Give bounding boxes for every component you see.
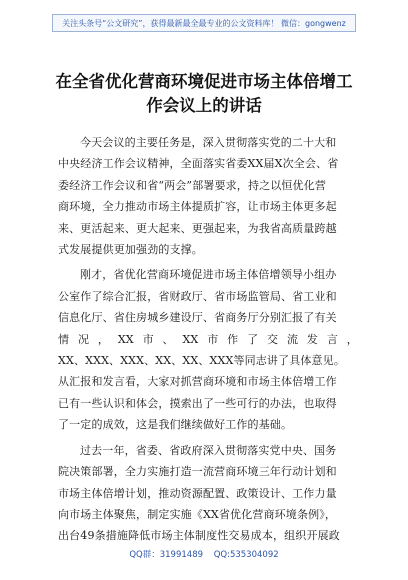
text-line: 公室作了综合汇报，省财政厅、省市场监管局、省工业和 [58,289,337,303]
text-line: 出台49条措施降低市场主体制度性交易成本，组织开展政 [58,529,340,543]
text-line: 市场主体倍增计划，推动资源配置、政策设计、工作力量 [58,486,337,500]
document-body [58,132,358,551]
paragraph-1 [58,132,358,260]
text-token: 、 [162,332,174,346]
document-title [40,70,368,118]
text-token: 了 [247,332,259,346]
text-token: 市 [207,332,219,346]
text-line: 式发展提供更加强劲的支撑。 [58,243,203,257]
text-line: 信息化厅、省住房城乡建设厅、省商务厅分别汇报了有关 [58,311,337,325]
text-token: 交 [267,332,279,346]
text-line: 了一定的成效，这是我们继续做好工作的基础。 [58,418,293,432]
text-line: 中央经济工作会议精神，全面落实省委XX届X次全会、省 [58,157,339,171]
text-line: 向市场主体聚焦，制定实施《XX省优化营商环境条例》， [58,507,337,521]
text-token: 作 [227,332,239,346]
text-token: 况 [77,332,90,346]
footer-contact [0,548,408,560]
text-line: 今天会议的主要任务是，深入贯彻落实党的二十大和 [80,136,337,149]
text-token: 市 [142,332,154,346]
text-line: XX、XXX、XXX、XX、XX、XXX等同志讲了具体意见。 [58,354,345,368]
text-line: 院决策部署，全力实施打造一流营商环境三年行动计划和 [58,465,337,479]
text-token: 流 [286,332,299,346]
qq-group: QQ群：31991489 [129,550,204,560]
text-line: 来、更活起来、更大起来、更强起来，为我省高质量跨越 [58,221,337,235]
text-token: 发 [306,332,319,346]
text-line: 从汇报和发言看，大家对抓营商环境和市场主体倍增工作 [58,375,337,389]
text-token: ， [97,332,110,346]
text-line: 已有一些认识和体会，摸索出了一些可行的办法，也取得 [58,396,337,410]
text-token: 言 [326,332,338,346]
promo-banner: 关注头条号“公文研究”，获得最新最全最专业的公文资料库！ 微信：gongwenz [52,14,356,32]
paragraph-3 [58,440,358,547]
title-line-1: 在全省优化营商环境促进市场主体倍增工 [55,72,353,91]
paragraph-2 [58,264,358,435]
qq-number: QQ:535304092 [213,550,279,560]
text-line: 委经济工作会议和省“两会”部署要求，持之以恒优化营 [58,178,326,192]
text-token: XX [117,332,134,346]
text-token: ， [346,332,358,346]
text-line-justified [58,329,358,350]
text-line: 刚才，省优化营商环境促进市场主体倍增领导小组办 [80,268,337,282]
text-token: 情 [58,332,70,346]
text-line: 商环境，全力推动市场主体提质扩容，让市场主体更多起 [58,200,337,214]
text-line: 过去一年，省委、省政府深入贯彻落实党中央、国务 [80,443,337,457]
title-line-2: 作会议上的讲话 [146,96,262,115]
text-token: XX [182,332,199,346]
